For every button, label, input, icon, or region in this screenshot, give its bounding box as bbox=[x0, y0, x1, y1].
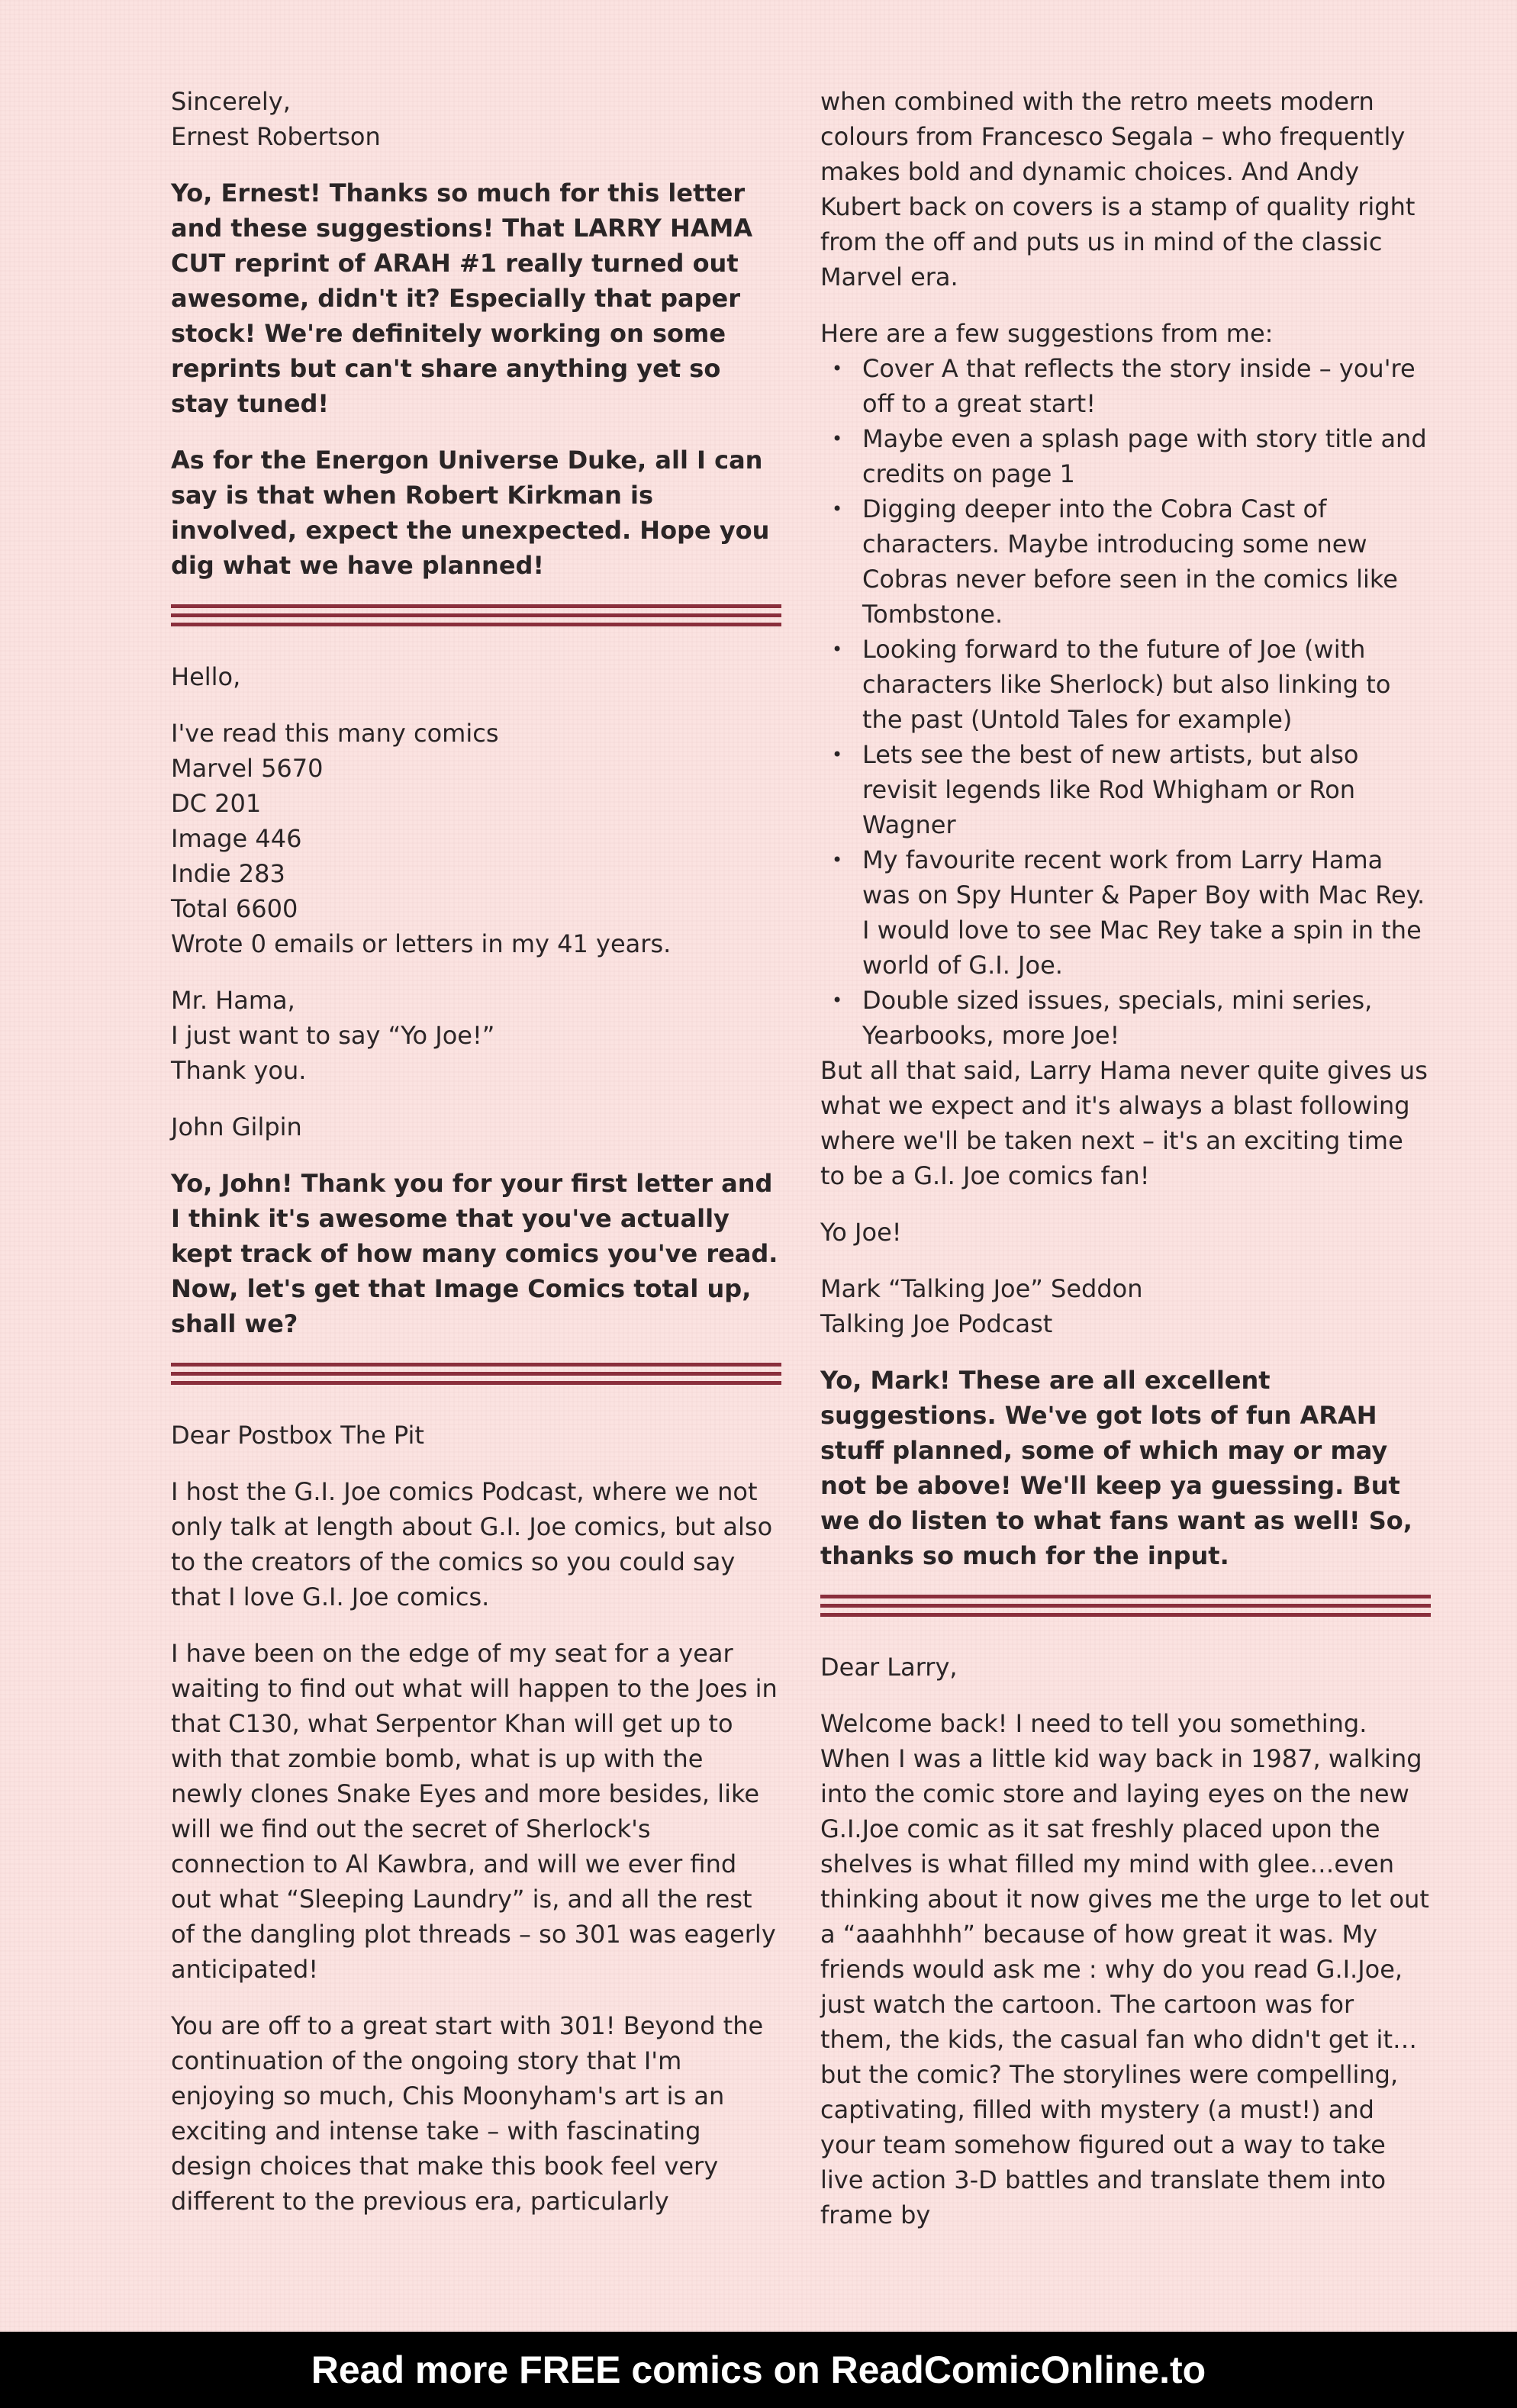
letter3-paragraph2: I have been on the edge of my seat for a year waiting to find out what will happen to the Joes in that C130, what Serpentor Khan will get up to with that zombie bomb, what is up with the newly clones Snake Eyes and more besides, like will we find out the secret of Sherlock's connection to Al Kawbra, and will we ever find out what “Sleeping Laundry” is, and all the rest of the dangling plot threads – so 301 was eagerly anticipated! bbox=[171, 1639, 778, 1984]
list-item: • My favourite recent work from Larry Hama was on Spy Hunter & Paper Boy with Mac Rey. I would love to see Mac Rey take a spin in the world of G.I. Joe. bbox=[862, 842, 1431, 983]
letter3-paragraph3-continued: when combined with the retro meets modern colours from Francesco Segala – who frequently makes bold and dynamic choices. And Andy Kubert back on covers is a stamp of quality right from the off and puts us in mind of the classic Marvel era. bbox=[820, 87, 1416, 291]
letter3-paragraph4: But all that said, Larry Hama never quite gives us what we expect and it's always a blast following where we'll be taken next – it's an exciting time to be a G.I. Joe comics fan! bbox=[820, 1056, 1428, 1190]
letter4-greeting: Dear Larry, bbox=[820, 1653, 958, 1682]
list-item: • Digging deeper into the Cobra Cast of characters. Maybe introducing some new Cobras never before seen in the comics like Tombstone. bbox=[862, 491, 1431, 632]
list-item: • Double sized issues, specials, mini series, Yearbooks, more Joe! bbox=[862, 983, 1431, 1053]
letter2-body: Mr. Hama, I just want to say “Yo Joe!” Thank you. bbox=[171, 986, 495, 1085]
left-column bbox=[171, 84, 781, 2240]
letter3-paragraph1: I host the G.I. Joe comics Podcast, where we not only talk at length about G.I. Joe comics, but also to the creators of the comics so you could say that I love G.I. Joe comics. bbox=[171, 1477, 773, 1611]
list-item: • Looking forward to the future of Joe (with characters like Sherlock) but also linking to the past (Untold Tales for example) bbox=[862, 632, 1431, 737]
suggestions-intro: Here are a few suggestions from me: bbox=[820, 319, 1274, 348]
list-item: • Maybe even a splash page with story title and credits on page 1 bbox=[862, 421, 1431, 491]
letter3-signoff: Yo Joe! bbox=[820, 1218, 902, 1247]
right-column bbox=[820, 84, 1431, 2254]
letter3-greeting: Dear Postbox The Pit bbox=[171, 1421, 424, 1450]
reply1-paragraph2: As for the Energon Universe Duke, all I can say is that when Robert Kirkman is involved, expect the unexpected. Hope you dig what we have planned! bbox=[171, 446, 770, 580]
suggestions-list bbox=[820, 351, 1431, 1053]
section-divider bbox=[171, 604, 781, 627]
footer-banner[interactable] bbox=[0, 2332, 1517, 2408]
letter1-closing: Sincerely, Ernest Robertson bbox=[171, 87, 381, 151]
reply2-paragraph: Yo, John! Thank you for your first letter and I think it's awesome that you've actually kept track of how many comics you've read. Now, let's get that Image Comics total up, shall we? bbox=[171, 1169, 778, 1338]
section-divider bbox=[820, 1595, 1431, 1618]
list-item: • Cover A that reflects the story inside – you're off to a great start! bbox=[862, 351, 1431, 421]
letter4-paragraph1: Welcome back! I need to tell you something. When I was a little kid way back in 1987, walking into the comic store and laying eyes on the new G.I.Joe comic as it sat freshly placed upon the shelves is what filled my mind with glee…even thinking about it now gives me the urge to let out a “aaahhhh” because of how great it was. My friends would ask me : why do you read G.I.Joe, just watch the cartoon. The cartoon was for them, the kids, the casual fan who didn't get it…but the comic? The storylines were compelling, captivating, filled with mystery (a must!) and your team somehow figured out a way to take live action 3-D battles and translate them into frame by bbox=[820, 1709, 1429, 2229]
list-item: • Lets see the best of new artists, but also revisit legends like Rod Whigham or Ron Wagner bbox=[862, 737, 1431, 842]
letter3-signature: Mark “Talking Joe” Seddon Talking Joe Podcast bbox=[820, 1274, 1143, 1338]
letter2-signature: John Gilpin bbox=[171, 1112, 302, 1141]
letter3-paragraph3: You are off to a great start with 301! Beyond the continuation of the ongoing story that I'm enjoying so much, Chis Moonyham's art is an exciting and intense take – with fascinating design choices that make this book feel very different to the previous era, particularly bbox=[171, 2011, 764, 2216]
reply3-paragraph: Yo, Mark! These are all excellent suggestions. We've got lots of fun ARAH stuff planned, some of which may or may not be above! We'll keep ya guessing. But we do listen to what fans want as well! So, thanks so much for the input. bbox=[820, 1366, 1412, 1570]
reply1-paragraph1: Yo, Ernest! Thanks so much for this letter and these suggestions! That LARRY HAMA CUT reprint of ARAH #1 really turned out awesome, didn't it? Especially that paper stock! We're definitely working on some reprints but can't share anything yet so stay tuned! bbox=[171, 179, 753, 418]
letter2-greeting: Hello, bbox=[171, 662, 241, 691]
footer-banner-text[interactable]: Read more FREE comics on ReadComicOnline.to bbox=[311, 2348, 1206, 2391]
letter2-counts: I've read this many comics Marvel 5670 DC 201 Image 446 Indie 283 Total 6600 Wrote 0 emails or letters in my 41 years. bbox=[171, 719, 672, 958]
section-divider bbox=[171, 1363, 781, 1386]
